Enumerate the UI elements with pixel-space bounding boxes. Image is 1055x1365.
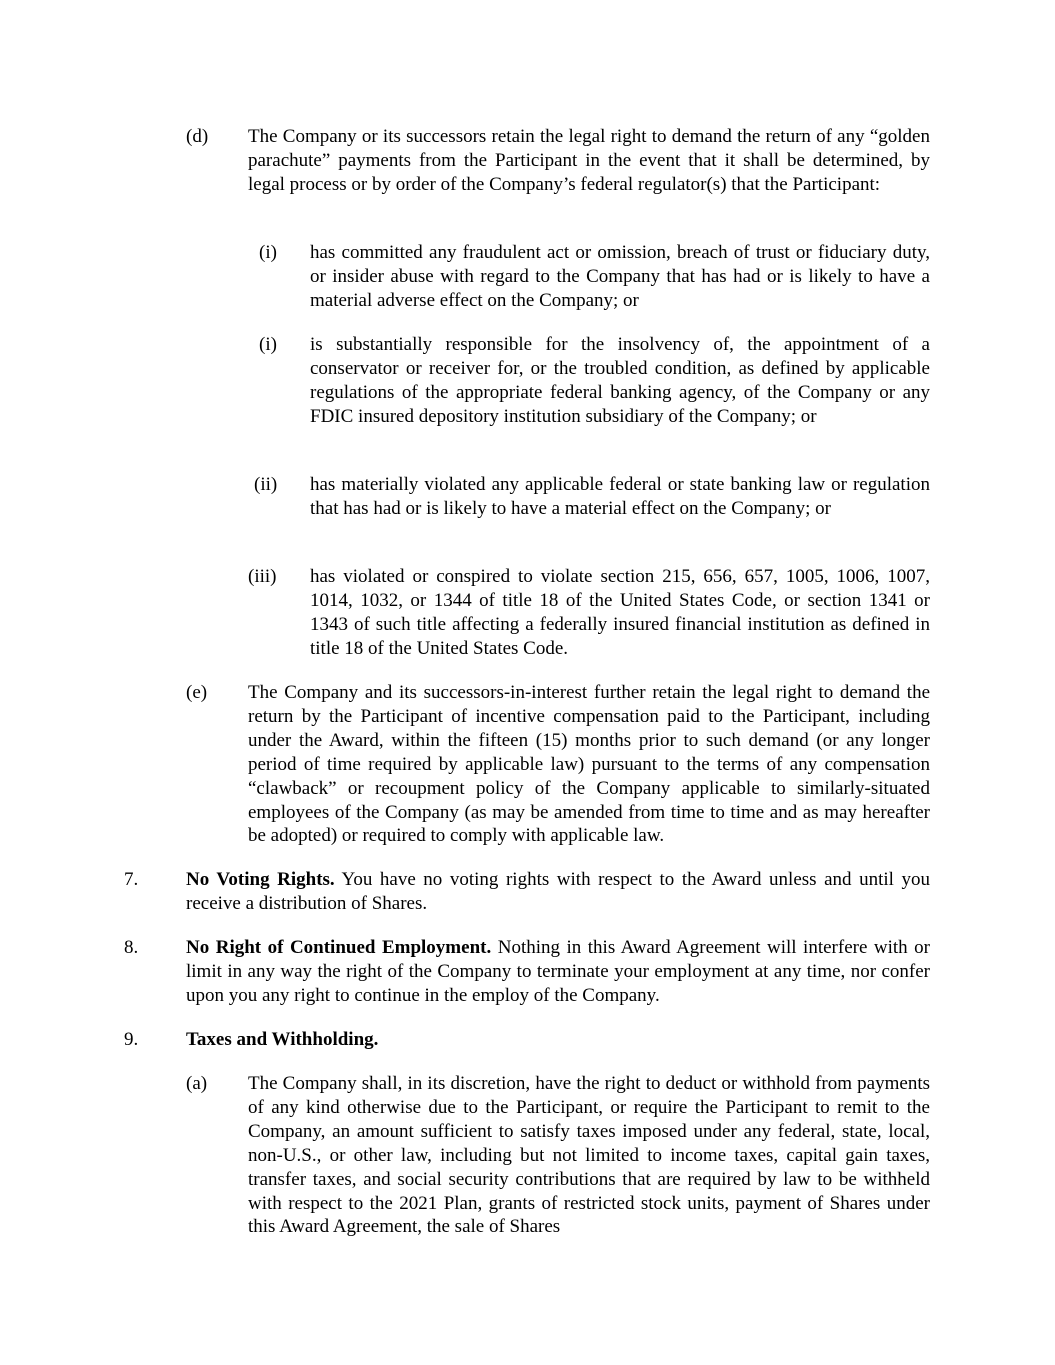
section-7-number: 7.: [124, 869, 139, 890]
section-7-text: You have no voting rights with respect to the Award unless and until you receive a distribution of Shares.: [186, 869, 930, 914]
subitem-iii-text: has violated or conspired to violate section 215, 656, 657, 1005, 1006, 1007, 1014, 1032, or 1344 of title 18 of the United States Code, or section 1341 or 1343 of such title affecting a federally insured financial institution as defined in title 18 of the United States Code.: [310, 566, 930, 659]
section-9-paragraph: [186, 1028, 930, 1052]
section-8-paragraph: [186, 936, 930, 1008]
subitem-ii-label: (ii): [254, 474, 278, 495]
subitem-i-a-text: has committed any fraudulent act or omission, breach of trust or fiduciary duty, or insider abuse with regard to the Company that has had or is likely to have a material adverse effect on the Company; or: [310, 242, 930, 311]
section-9-number: 9.: [124, 1029, 139, 1050]
section-9-a-text: The Company shall, in its discretion, have the right to deduct or withhold from payments of any kind otherwise due to the Participant, or require the Participant to remit to the Company, an amount sufficient to satisfy taxes imposed under any federal, state, local, non-U.S., or other law, including but not limited to income taxes, capital gain taxes, transfer taxes, and social security contributions that are required by law to be withheld with respect to the 2021 Plan, grants of restricted stock units, payment of Shares under this Award Agreement, the sale of Shares: [248, 1073, 930, 1238]
subitem-i-a-label: (i): [259, 242, 277, 263]
item-d-label: (d): [186, 126, 209, 147]
section-9-a-label: (a): [186, 1073, 208, 1094]
section-7-heading: No Voting Rights.: [186, 869, 335, 890]
section-9-heading: Taxes and Withholding.: [186, 1029, 379, 1050]
subitem-ii-text: has materially violated any applicable federal or state banking law or regulation that has had or is likely to have a material effect on the Company; or: [310, 474, 930, 519]
subitem-iii-label: (iii): [248, 566, 277, 587]
subitem-i-b-label: (i): [259, 334, 277, 355]
section-7-paragraph: [186, 868, 930, 916]
item-d-text: The Company or its successors retain the legal right to demand the return of any “golden parachute” payments from the Participant in the event that it shall be determined, by legal process or by order of the Company’s federal regulator(s) that the Participant:: [248, 126, 930, 195]
section-8-heading: No Right of Continued Employment.: [186, 937, 492, 958]
item-e-text: The Company and its successors-in-interest further retain the legal right to demand the return by the Participant of incentive compensation paid to the Participant, including under the Award, within the fifteen (15) months prior to such demand (or any longer period of time required by applicable law) pursuant to the terms of any compensation “clawback” or recoupment policy of the Company applicable to similarly-situated employees of the Company (as may be amended from time to time and as may hereafter be adopted) or required to comply with applicable law.: [248, 682, 930, 847]
item-e-label: (e): [186, 682, 208, 703]
subitem-i-b-text: is substantially responsible for the insolvency of, the appointment of a conservator or receiver for, or the troubled condition, as defined by applicable regulations of the appropriate federal banking agency, of the Company or any FDIC insured depository institution subsidiary of the Company; or: [310, 334, 930, 427]
section-8-number: 8.: [124, 937, 139, 958]
section-8-text: Nothing in this Award Agreement will interfere with or limit in any way the right of the Company to terminate your employment at any time, nor confer upon you any right to continue in the employ of the Company.: [186, 937, 930, 1006]
